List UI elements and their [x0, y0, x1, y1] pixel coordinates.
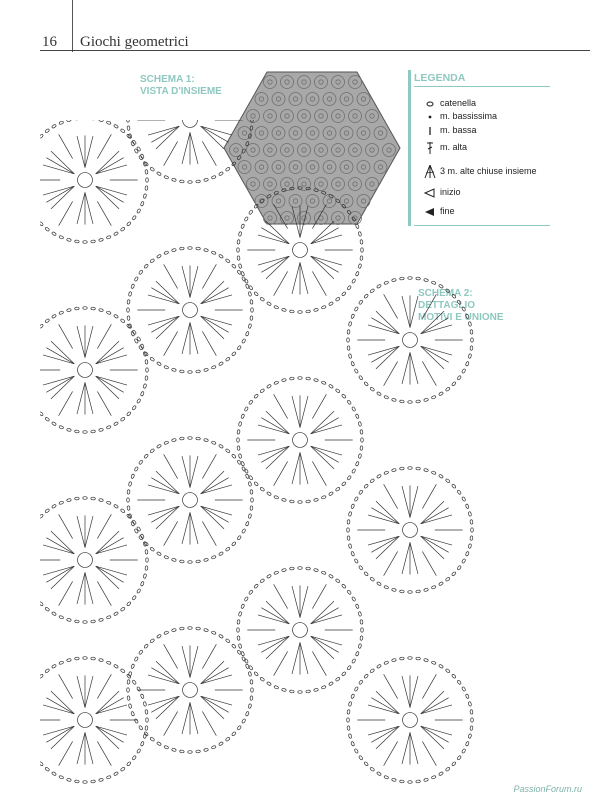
motif [40, 307, 148, 434]
schema1-label-line1: SCHEMA 1: [140, 74, 195, 85]
schema2-label-line1: SCHEMA 2: [418, 288, 473, 299]
legend-label: catenella [440, 98, 477, 108]
header-rule [40, 50, 590, 51]
legend-label: m. bassissima [440, 111, 498, 121]
legend-label: fine [440, 206, 455, 216]
crochet-pattern-diagram [40, 120, 500, 788]
legend-label: inizio [440, 187, 461, 197]
legend-label: m. alta [440, 142, 468, 152]
legend-title: LEGENDA [414, 72, 466, 84]
legend-label: 3 m. alte chiuse insieme [440, 166, 537, 176]
motif [40, 657, 148, 784]
legend-rule [414, 86, 550, 87]
motif [127, 247, 254, 374]
chain-oval-icon [422, 97, 438, 111]
motif [40, 497, 148, 624]
watermark-text: PassionForum.ru [513, 784, 582, 794]
schema1-label [140, 74, 222, 98]
motif [237, 567, 364, 694]
header-divider [72, 0, 73, 52]
schema1-label-line2: VISTA D'INSIEME [140, 86, 222, 97]
motif [347, 467, 474, 594]
motif [237, 187, 364, 314]
motif [347, 277, 474, 404]
motif [347, 657, 474, 784]
legend-label: m. bassa [440, 125, 477, 135]
legend-item-chain [414, 97, 550, 111]
page-header [0, 0, 590, 60]
schema2-label-line3: MOTIVI E UNIONE [418, 312, 504, 323]
schema2-label-line2: DETTAGLIO [418, 300, 476, 311]
motif [237, 377, 364, 504]
section-title: Giochi geometrici [80, 34, 189, 50]
page-number: 16 [42, 34, 57, 50]
motif [127, 437, 254, 564]
motif [40, 120, 148, 243]
